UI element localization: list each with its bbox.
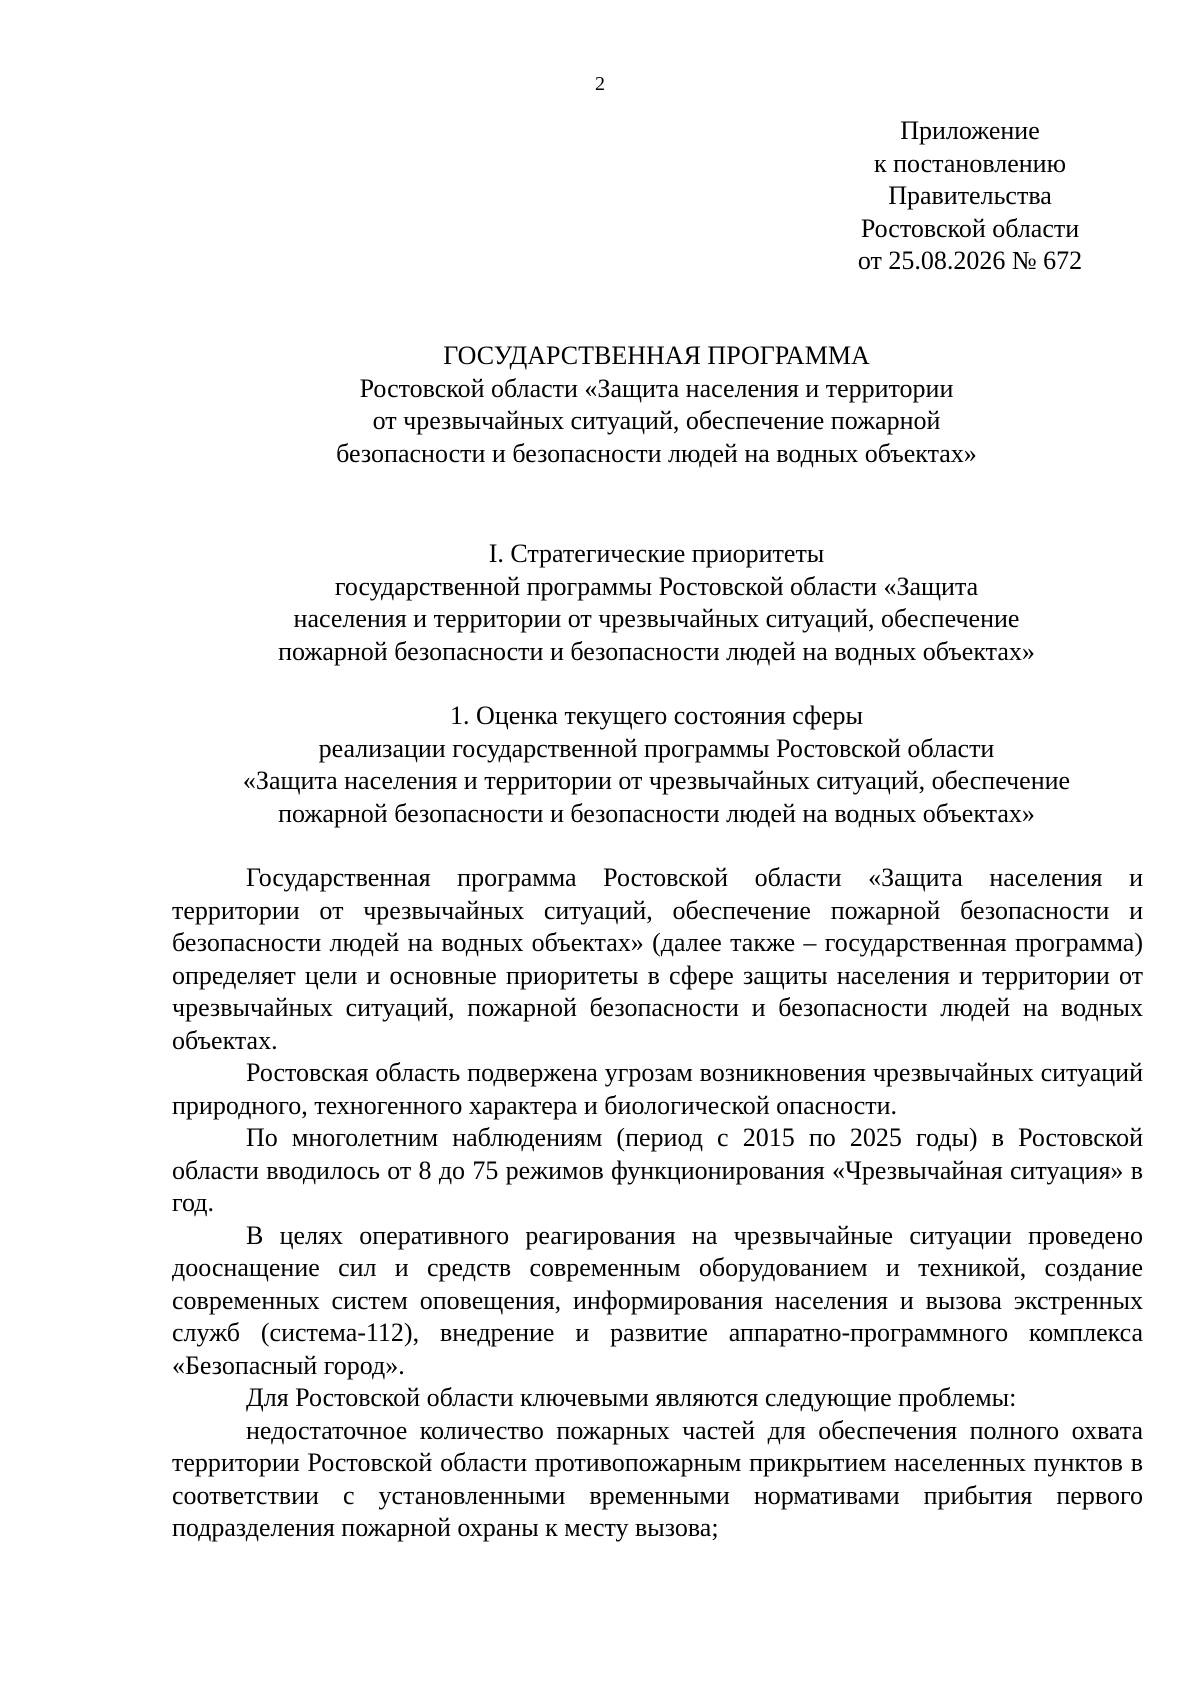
section-title-line: пожарной безопасности и безопасности людей на водных объектах» bbox=[278, 636, 1035, 666]
paragraph: Государственная программа Ростовской области «Защита населения и территории от чрезвычайных ситуаций, обеспечение пожарной безопасности и безопасности людей на водных объектах» (далее также – государственная программа) определяет цели и основные приоритеты в сфере защиты населения и территории от чрезвычайных ситуаций, пожарной безопасности и безопасности людей на водных объектах. bbox=[172, 863, 1143, 1055]
paragraph: В целях оперативного реагирования на чрезвычайные ситуации проведено дооснащение сил и средств современным оборудованием и техникой, создание современных систем оповещения, информирования населения и вызова экстренных служб (система-112), внедрение и развитие аппаратно-программного комплекса «Безопасный город». bbox=[172, 1220, 1143, 1380]
appendix-line: Ростовской области bbox=[860, 213, 1080, 243]
subsection-title-line: 1. Оценка текущего состояния сферы bbox=[450, 701, 863, 730]
section-title-line: I. Стратегические приоритеты bbox=[488, 539, 825, 568]
section-title bbox=[0, 538, 1200, 668]
subsection-title-line: реализации государственной программы Ростовской области bbox=[318, 733, 995, 763]
appendix-reference bbox=[790, 115, 1150, 278]
subsection-title-line: пожарной безопасности и безопасности людей на водных объектах» bbox=[278, 798, 1035, 828]
paragraph: недостаточное количество пожарных частей для обеспечения полного охвата территории Ростовской области противопожарным прикрытием населенных пунктов в соответствии с установленными временными нормативами прибытия первого подразделения пожарной охраны к месту вызова; bbox=[172, 1415, 1143, 1542]
program-title-line: безопасности и безопасности людей на водных объектах» bbox=[336, 438, 977, 468]
section-title-line: населения и территории от чрезвычайных ситуаций, обеспечение bbox=[293, 604, 1020, 633]
paragraph: По многолетним наблюдениям (период с 2015 по 2025 годы) в Ростовской области вводилось от 8 до 75 режимов функционирования «Чрезвычайная ситуация» в год. bbox=[172, 1123, 1143, 1217]
appendix-line: Правительства bbox=[888, 181, 1052, 210]
section-title-line: государственной программы Ростовской области «Защита bbox=[334, 571, 979, 601]
program-title-line: от чрезвычайных ситуаций, обеспечение пожарной bbox=[372, 406, 941, 435]
program-title-line: Ростовской области «Защита населения и территории bbox=[359, 373, 954, 403]
paragraph: Ростовская область подвержена угрозам возникновения чрезвычайных ситуаций природного, техногенного характера и биологической опасности. bbox=[172, 1058, 1143, 1120]
page-number: 2 bbox=[595, 73, 605, 95]
appendix-line: Приложение bbox=[900, 116, 1040, 145]
subsection-title bbox=[0, 700, 1200, 830]
appendix-line: от 25.08.2026 № 672 bbox=[857, 246, 1083, 275]
program-title bbox=[0, 340, 1200, 470]
subsection-title-line: «Защита населения и территории от чрезвычайных ситуаций, обеспечение bbox=[242, 766, 1071, 795]
appendix-line: к постановлению bbox=[873, 148, 1067, 178]
program-title-line: ГОСУДАРСТВЕННАЯ ПРОГРАММА bbox=[443, 341, 870, 370]
body-text bbox=[172, 862, 1143, 1545]
paragraph: Для Ростовской области ключевыми являются следующие проблемы: bbox=[246, 1383, 1017, 1412]
